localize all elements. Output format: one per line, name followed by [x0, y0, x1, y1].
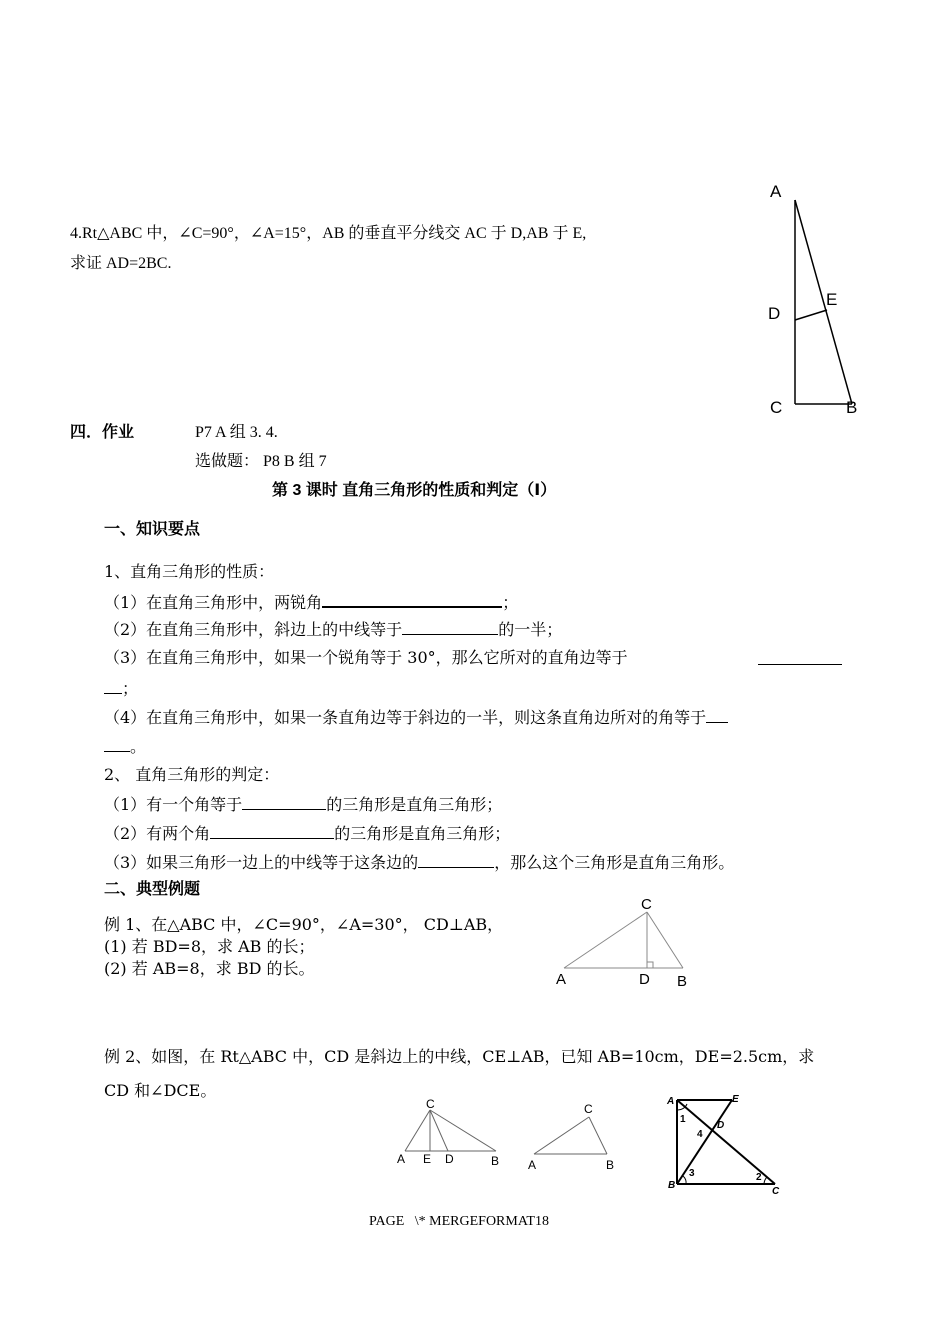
example2-line1: 例 2、如图，在 Rt△ABC 中，CD 是斜边上的中线，CE⊥AB，已知 AB=10cm，DE=2.5cm，求 [104, 1047, 815, 1066]
property-1-text: （1）在直角三角形中，两锐角 [104, 593, 323, 612]
fig4-segment-de [795, 310, 827, 320]
homework-label: 四．作业 [70, 424, 135, 441]
property-4 [104, 706, 728, 728]
property-3-blank-b[interactable] [104, 677, 122, 694]
example1-line1: 例 1、在△ABC 中，∠C=90°，∠A=30°， CD⊥AB， [104, 915, 504, 934]
ex2a-side-ac [405, 1110, 430, 1151]
ex1-label-b: B [677, 973, 688, 990]
criterion-2 [104, 822, 510, 844]
criterion-2-text: （2）有两个角 [104, 824, 211, 843]
property-3-end: ； [122, 679, 139, 698]
figure-example2-a [392, 1095, 507, 1170]
ex2b-side-ac [534, 1117, 589, 1154]
criterion-3-blank[interactable] [418, 851, 494, 868]
fig4-label-b: B [846, 398, 858, 417]
property-2-text: （2）在直角三角形中，斜边上的中线等于 [104, 620, 403, 639]
property-3-blank-a[interactable] [758, 648, 842, 665]
property-2 [104, 618, 562, 640]
ex2c-label-e: E [732, 1094, 739, 1105]
problem4-line2: 求证 AD=2BC. [70, 255, 172, 272]
ex2a-label-b: B [491, 1154, 500, 1168]
fig4-label-e: E [826, 290, 838, 309]
section1-p2: 2、 直角三角形的判定： [104, 765, 280, 784]
criterion-1-end: 的三角形是直角三角形； [326, 795, 503, 814]
ex2c-label-d: D [717, 1120, 725, 1131]
ex2a-label-d: D [445, 1152, 454, 1166]
ex2a-label-c: C [426, 1097, 435, 1111]
figure-problem4 [760, 175, 870, 425]
ex2b-label-c: C [584, 1102, 593, 1116]
ex2a-label-e: E [423, 1152, 432, 1166]
figure-example1 [550, 895, 700, 990]
property-2-blank[interactable] [402, 618, 498, 635]
criterion-1 [104, 793, 502, 815]
fig4-label-c: C [770, 398, 783, 417]
lesson-title: 第 3 课时 直角三角形的性质和判定（Ⅰ） [272, 482, 557, 499]
ex1-right-angle-mark [647, 962, 653, 968]
ex2c-angle-2-arc [764, 1177, 767, 1184]
ex2b-label-a: A [528, 1158, 537, 1172]
fig4-side-ab [795, 200, 852, 404]
ex1-side-ac [564, 912, 647, 968]
ex1-label-c: C [641, 896, 652, 913]
section2-heading: 二、典型例题 [104, 881, 201, 898]
property-4-blank-a[interactable] [706, 706, 728, 723]
property-3-cont [104, 677, 138, 699]
section1-heading: 一、知识要点 [104, 521, 201, 538]
criterion-1-text: （1）有一个角等于 [104, 795, 243, 814]
ex2a-side-bc [430, 1110, 496, 1151]
page-footer: PAGE \* MERGEFORMAT18 [369, 1214, 549, 1229]
ex2b-side-bc [589, 1117, 607, 1154]
homework-line1: P7 A 组 3. 4. [195, 424, 278, 441]
fig4-label-a: A [770, 182, 782, 201]
ex2c-label-3: 3 [689, 1168, 695, 1179]
ex2c-label-b: B [668, 1180, 676, 1191]
ex2c-label-a: A [667, 1096, 675, 1107]
ex2c-label-1: 1 [680, 1114, 686, 1125]
ex1-label-a: A [556, 971, 567, 988]
criterion-3-end: ，那么这个三角形是直角三角形。 [494, 853, 735, 872]
property-3 [104, 648, 628, 668]
ex2c-label-2: 2 [756, 1172, 762, 1183]
problem4-line1: 4.Rt△ABC 中，∠C=90°，∠A=15°，AB 的垂直平分线交 AC 于 D,AB 于 E, [70, 225, 587, 242]
property-3-text: （3）在直角三角形中，如果一个锐角等于 30°，那么它所对的直角边等于 [104, 648, 628, 667]
example1-line2: (1) 若 BD=8，求 AB 的长； [104, 937, 315, 956]
ex2c-label-c: C [772, 1186, 780, 1197]
property-2-end: 的一半； [498, 620, 563, 639]
criterion-2-end: 的三角形是直角三角形； [334, 824, 511, 843]
ex2b-label-b: B [606, 1158, 615, 1172]
section1-p1: 1、直角三角形的性质： [104, 562, 275, 581]
ex1-label-d: D [639, 971, 650, 988]
ex1-side-bc [647, 912, 683, 968]
example1-line3: (2) 若 AB=8，求 BD 的长。 [104, 959, 315, 978]
homework-line2: 选做题： P8 B 组 7 [195, 453, 327, 470]
property-4-blank-b[interactable] [104, 735, 130, 752]
property-1 [104, 590, 518, 613]
figure-example2-c [660, 1090, 785, 1200]
fig4-label-d: D [768, 304, 781, 323]
figure-example2-b [522, 1097, 622, 1175]
ex2a-label-a: A [397, 1152, 406, 1166]
criterion-3 [104, 851, 734, 873]
criterion-1-blank[interactable] [242, 793, 326, 810]
property-4-cont [104, 735, 146, 757]
property-1-blank[interactable] [322, 590, 502, 608]
property-1-end: ； [502, 593, 519, 612]
criterion-3-text: （3）如果三角形一边上的中线等于这条边的 [104, 853, 419, 872]
ex2c-angle-3-arc [683, 1176, 686, 1184]
example2-line2: CD 和∠DCE。 [104, 1081, 217, 1100]
ex2c-label-4: 4 [697, 1129, 703, 1140]
property-4-text: （4）在直角三角形中，如果一条直角边等于斜边的一半，则这条直角边所对的角等于 [104, 708, 707, 727]
ex2c-segment-eb [677, 1100, 732, 1184]
property-4-end: 。 [130, 737, 147, 756]
criterion-2-blank[interactable] [210, 822, 334, 839]
